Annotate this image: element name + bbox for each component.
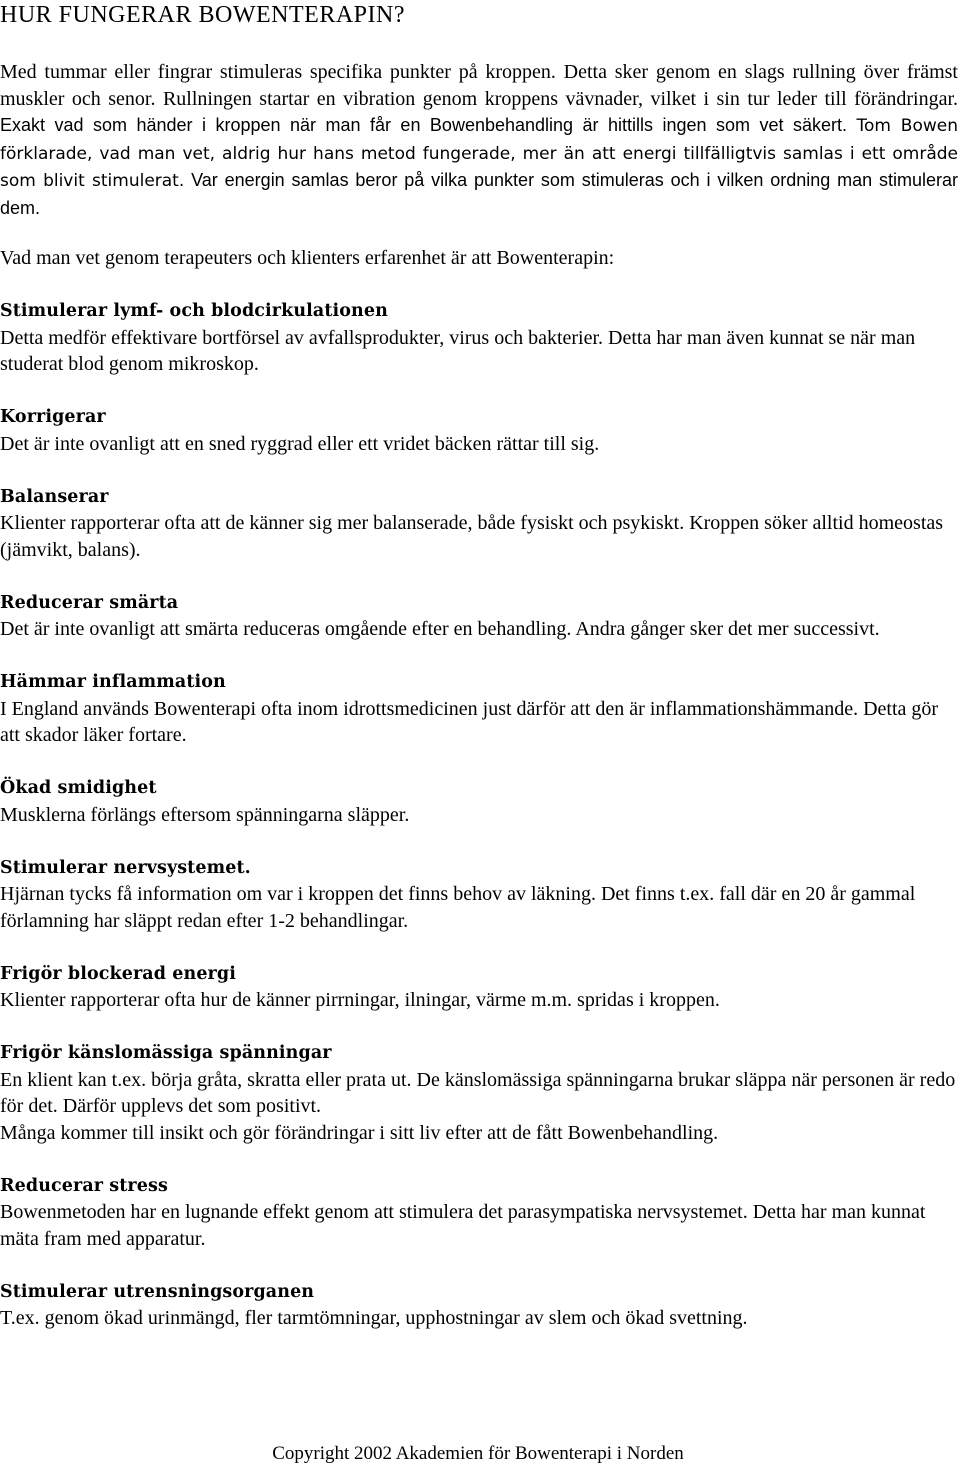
intro-sentence-4: Var energin samlas beror på vilka punkter som stimuleras och i vilken ordning man stimulerar dem.	[0, 170, 959, 218]
benefit-title: Stimulerar lymf- och blodcirkulationen	[0, 301, 388, 321]
benefit-text: I England används Bowenterapi ofta inom idrottsmedicinen just därför att den är inflammationshämmande. Detta gör att skador läker fortare.	[0, 697, 939, 746]
benefit-item	[0, 590, 958, 643]
benefit-item	[0, 1173, 958, 1253]
benefit-text: Musklerna förlängs eftersom spänningarna släpper.	[0, 803, 410, 826]
benefit-item	[0, 669, 958, 749]
benefit-text: Det är inte ovanligt att smärta reduceras omgående efter en behandling. Andra gånger sker det mer successivt.	[0, 618, 880, 640]
benefit-text: Klienter rapporterar ofta att de känner sig mer balanserade, både fysiskt och psykiskt. Kroppen söker alltid homeostas (jämvikt, balans).	[0, 512, 944, 561]
benefit-title: Reducerar smärta	[0, 592, 179, 613]
benefit-text: Detta medför effektivare bortförsel av avfallsprodukter, virus och bakterier. Detta har man även kunnat se när man studerat blod genom mikroskop.	[0, 326, 916, 375]
benefit-text: Det är inte ovanligt att en sned ryggrad eller ett vridet bäcken rättar till sig.	[0, 432, 600, 455]
benefit-item	[0, 484, 958, 564]
copyright-text: Copyright 2002 Akademien för Bowenterapi i Norden	[272, 1443, 684, 1464]
benefit-text: Bowenmetoden har en lugnande effekt genom att stimulera det parasympatiska nervsystemet. Detta har man kunnat mäta fram med apparatur.	[0, 1201, 926, 1250]
benefit-text: Hjärnan tycks få information om var i kroppen det finns behov av läkning. Det finns t.ex. fall där en 20 år gammal förlamning har släppt redan efter 1-2 behandlingar.	[0, 883, 916, 932]
benefit-item	[0, 775, 958, 828]
benefit-title: Ökad smidighet	[0, 778, 157, 798]
benefit-title: Hämmar inflammation	[0, 672, 226, 692]
benefit-text: En klient kan t.ex. börja gråta, skratta eller prata ut. De känslomässiga spänningarna brukar släppa när personen är redo för det. Därför upplevs det som positivt.	[0, 1068, 956, 1117]
benefit-title: Korrigerar	[0, 407, 106, 427]
benefit-title: Balanserar	[0, 486, 109, 507]
page-title: HUR FUNGERAR BOWENTERAPIN?	[0, 2, 405, 28]
benefit-item	[0, 1279, 958, 1332]
benefit-title: Frigör känslomässiga spänningar	[0, 1043, 332, 1063]
benefit-title: Reducerar stress	[0, 1175, 168, 1196]
copyright-footer	[0, 1442, 960, 1466]
benefit-title: Stimulerar nervsystemet.	[0, 857, 251, 878]
lead-sentence: Vad man vet genom terapeuters och klienters erfarenhet är att Bowenterapin:	[0, 247, 615, 269]
benefit-title: Stimulerar utrensningsorganen	[0, 1281, 315, 1302]
benefit-list	[0, 298, 958, 1358]
intro-sentence-2: Exakt vad som händer i kroppen när man får en Bowenbehandling är hittills ingen som vet säkert.	[0, 115, 847, 135]
intro-sentence-1: Med tummar eller fingrar stimuleras specifika punkter på kroppen. Detta sker genom en slags rullning över främst muskler och senor. Rullningen startar en vibration genom kroppens vävnader, vilket i sin tur leder till förändringar.	[0, 61, 958, 110]
benefit-text: T.ex. genom ökad urinmängd, fler tarmtömningar, upphostningar av slem och ökad svettning.	[0, 1307, 748, 1329]
benefit-item	[0, 404, 958, 457]
benefit-item	[0, 1040, 958, 1146]
benefit-item	[0, 298, 958, 378]
intro-paragraph	[0, 59, 958, 221]
benefit-title: Frigör blockerad energi	[0, 963, 236, 984]
intro-sentence-3: Tom Bowen förklarade, vad man vet, aldrig hur hans metod fungerade, mer än att energi tillfälligtvis samlas i ett område som blivit stimulerat.	[0, 116, 959, 191]
benefit-text: Klienter rapporterar ofta hur de känner pirrningar, ilningar, värme m.m. spridas i kroppen.	[0, 989, 720, 1011]
benefit-text-extra: Många kommer till insikt och gör förändringar i sitt liv efter att de fått Bowenbehandling.	[0, 1121, 719, 1144]
benefit-item	[0, 961, 958, 1014]
benefit-item	[0, 855, 958, 935]
